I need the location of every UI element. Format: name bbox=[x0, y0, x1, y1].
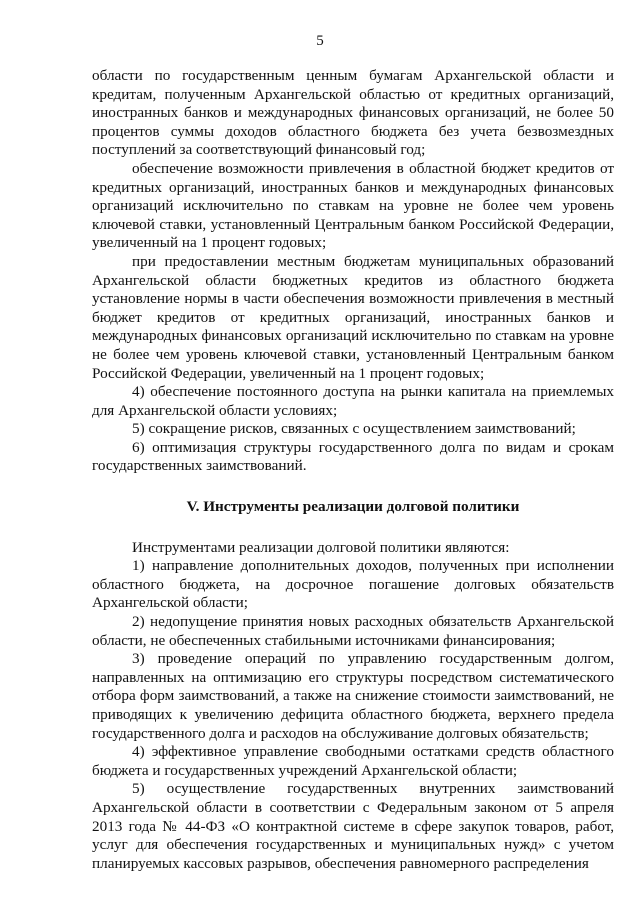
list-item-4: 4) обеспечение постоянного доступа на рынки капитала на приемлемых для Архангельской области условиях; bbox=[92, 383, 614, 419]
instrument-item-5: 5) осуществление государственных внутренних заимствований Архангельской области в соответствии с Федеральным законом от 5 апреля 2013 года № 44-ФЗ «О контрактной системе в сфере закупок товаров, работ, услуг для обеспечения государственных и муниципальных нужд» с учетом планируемых кассовых разрывов, обеспечения равномерного распределения bbox=[92, 780, 614, 872]
instrument-item-2: 2) недопущение принятия новых расходных обязательств Архангельской области, не обеспеченных стабильными источниками финансирования; bbox=[92, 613, 614, 649]
page-number: 5 bbox=[316, 33, 324, 49]
instrument-item-3: 3) проведение операций по управлению государственным долгом, направленных на оптимизацию его структуры посредством систематического отбора форм заимствований, а также на снижение стоимости заимствований, не приводящих к увеличению дефицита областного бюджета, верхнего предела государственного долга и расходов на обслуживание долговых обязательств; bbox=[92, 650, 614, 742]
paragraph-credit-rates: обеспечение возможности привлечения в областной бюджет кредитов от кредитных организаций, иностранных банков и международных финансовых организаций исключительно по ставкам на уровне не более чем уровень ключевой ставки, установленный Центральным банком Российской Федерации, увеличенный на 1 процент годовых; bbox=[92, 159, 614, 252]
list-item-5: 5) сокращение рисков, связанных с осуществлением заимствований; bbox=[132, 420, 576, 438]
paragraph-continuation: области по государственным ценным бумагам Архангельской области и кредитам, полученным Архангельской областью от кредитных организаций, иностранных банков и международных финансовых организаций, не более 50 процентов суммы доходов областного бюджета без учета безвозмездных поступлений за соответствующий финансовый год; bbox=[92, 67, 614, 159]
paragraph-intro: Инструментами реализации долговой политики являются: bbox=[132, 538, 510, 556]
section-heading: V. Инструменты реализации долговой политики bbox=[186, 498, 520, 516]
paragraph-municipal-credits: при предоставлении местным бюджетам муниципальных образований Архангельской области бюджетных кредитов из областного бюджета установление нормы в части обеспечения возможности привлечения в местный бюджет кредитов от кредитных организаций, иностранных банков и международных финансовых организаций исключительно по ставкам на уровне не более чем уровень ключевой ставки, установленный Центральным банком Российской Федерации, увеличенный на 1 процент годовых; bbox=[92, 252, 614, 382]
instrument-item-1: 1) направление дополнительных доходов, полученных при исполнении областного бюджета, на досрочное погашение долговых обязательств Архангельской области; bbox=[92, 557, 614, 612]
list-item-6: 6) оптимизация структуры государственного долга по видам и срокам государственных заимствований. bbox=[92, 438, 614, 475]
instrument-item-4: 4) эффективное управление свободными остатками средств областного бюджета и государственных учреждений Архангельской области; bbox=[92, 743, 614, 779]
document-body bbox=[92, 67, 614, 873]
